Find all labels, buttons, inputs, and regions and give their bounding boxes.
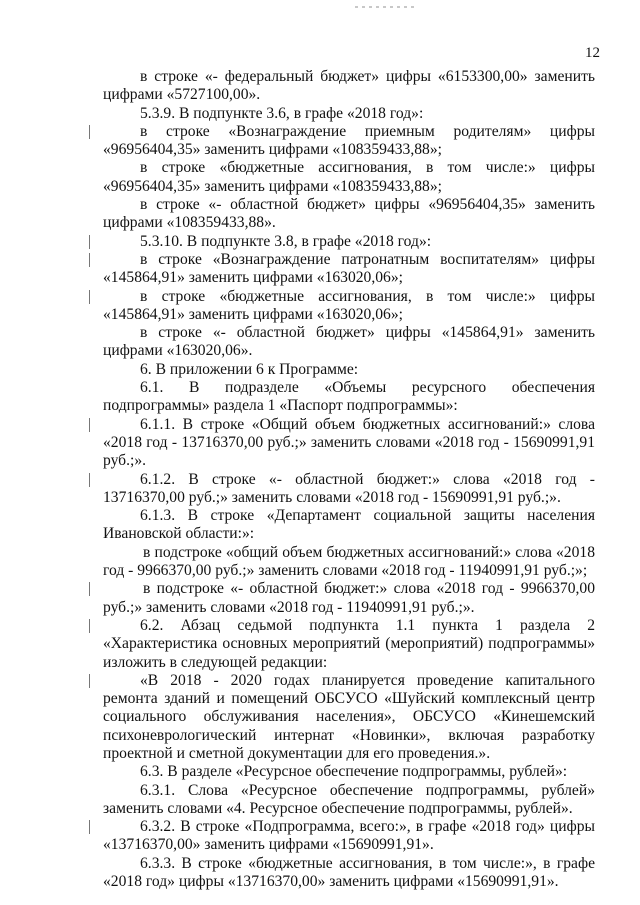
paragraph-6: 5.3.10. В подпункте 3.8, в графе «2018 год»:: [140, 232, 432, 250]
paragraph-13: 6.1.2. В строке «- областной бюджет:» слова «2018 год - 13716370,00 руб.;» заменить словами «2018 год - 15690991,91 руб.;».: [103, 470, 595, 506]
paragraph-1: в строке «- федеральный бюджет» цифры «6153300,00» заменить цифрами «5727100,00».: [103, 68, 595, 104]
paragraph-wrap-7: [103, 251, 595, 288]
paragraph-18: «В 2018 - 2020 годах планируется проведение капитального ремонта зданий и помещений ОБСУСО «Шуйский комплексный центр социального обслуживания населения», ОБСУСО «Кинешемский психоневрологический интернат «Новинки», включая разработку проектной и сметной документации для его проведения.».: [103, 671, 595, 762]
paragraph-wrap-21: [103, 818, 595, 855]
paragraph-wrap-13: [103, 471, 595, 508]
paragraph-8: в строке «бюджетные ассигнования, в том числе:» цифры «145864,91» заменить цифрами «163020,06»;: [103, 287, 595, 323]
scan-margin-mark: [89, 820, 90, 834]
paragraph-22: 6.3.3. В строке «бюджетные ассигнования, в том числе:», в графе «2018 год» цифры «13716370,00» заменить цифрами «15690991,91».: [103, 854, 595, 891]
paragraph-21: 6.3.2. В строке «Подпрограмма, всего:», в графе «2018 год» цифры «13716370,00» заменить цифрами «15690991,91».: [103, 818, 595, 854]
scan-artifact: [355, 6, 415, 8]
scan-margin-mark: [89, 582, 90, 596]
paragraph-4: в строке «бюджетные ассигнования, в том числе:» цифры «96956404,35» заменить цифрами «108359433,88»;: [103, 159, 595, 195]
scan-margin-mark: [89, 418, 90, 432]
paragraph-19: 6.3. В разделе «Ресурсное обеспечение подпрограммы, рублей»:: [140, 763, 568, 781]
paragraph-wrap-12: [103, 416, 595, 471]
paragraph-7: в строке «Вознаграждение патронатным воспитателям» цифры «145864,91» заменить цифрами «163020,06»;: [103, 250, 595, 287]
paragraph-wrap-16: [103, 580, 595, 617]
paragraph-wrap-6: [103, 233, 595, 251]
paragraph-15: в подстроке «общий объем бюджетных ассигнований:» слова «2018 год - 9966370,00 руб.;» заменить словами «2018 год - 11940991,91 руб.;»;: [103, 543, 595, 580]
scan-margin-mark: [89, 125, 90, 139]
document-body: [103, 68, 595, 891]
scan-margin-mark: [89, 235, 90, 249]
paragraph-14: 6.1.3. В строке «Департамент социальной защиты населения Ивановской области:»:: [103, 507, 595, 543]
paragraph-wrap-18: [103, 672, 595, 763]
paragraph-16: в подстроке «- областной бюджет:» слова «2018 год - 9966370,00 руб.;» заменить словами «2018 год - 11940991,91 руб.;».: [103, 580, 595, 616]
paragraph-12: 6.1.1. В строке «Общий объем бюджетных ассигнований:» слова «2018 год - 13716370,00 руб.;» заменить словами «2018 год - 15690991,91 руб.;».: [103, 415, 595, 470]
paragraph-wrap-8: [103, 288, 595, 325]
paragraph-11: 6.1. В подразделе «Объемы ресурсного обеспечения подпрограммы» раздела 1 «Паспорт подпрограммы»:: [103, 379, 595, 415]
scan-margin-mark: [89, 674, 90, 688]
paragraph-3: в строке «Вознаграждение приемным родителям» цифры «96956404,35» заменить цифрами «108359433,88»;: [103, 122, 595, 159]
scan-margin-mark: [89, 290, 90, 304]
paragraph-wrap-3: [103, 123, 595, 160]
scan-margin-mark: [89, 473, 90, 487]
paragraph-5: в строке «- областной бюджет» цифры «96956404,35» заменить цифрами «108359433,88».: [103, 196, 595, 232]
paragraph-17: 6.2. Абзац седьмой подпункта 1.1 пункта 1 раздела 2 «Характеристика основных мероприятий (мероприятий) подпрограммы» изложить в следующей редакции:: [103, 616, 595, 671]
scan-margin-mark: [89, 253, 90, 267]
paragraph-20: 6.3.1. Слова «Ресурсное обеспечение подпрограммы, рублей» заменить словами «4. Ресурсное обеспечение подпрограммы, рублей».: [103, 781, 595, 817]
paragraph-10: 6. В приложении 6 к Программе:: [140, 360, 359, 378]
scan-margin-mark: [89, 619, 90, 633]
paragraph-2: 5.3.9. В подпункте 3.6, в графе «2018 год»:: [140, 104, 424, 122]
paragraph-9: в строке «- областной бюджет» цифры «145864,91» заменить цифрами «163020,06».: [103, 324, 595, 360]
paragraph-wrap-17: [103, 617, 595, 672]
page-number: 12: [585, 45, 600, 61]
